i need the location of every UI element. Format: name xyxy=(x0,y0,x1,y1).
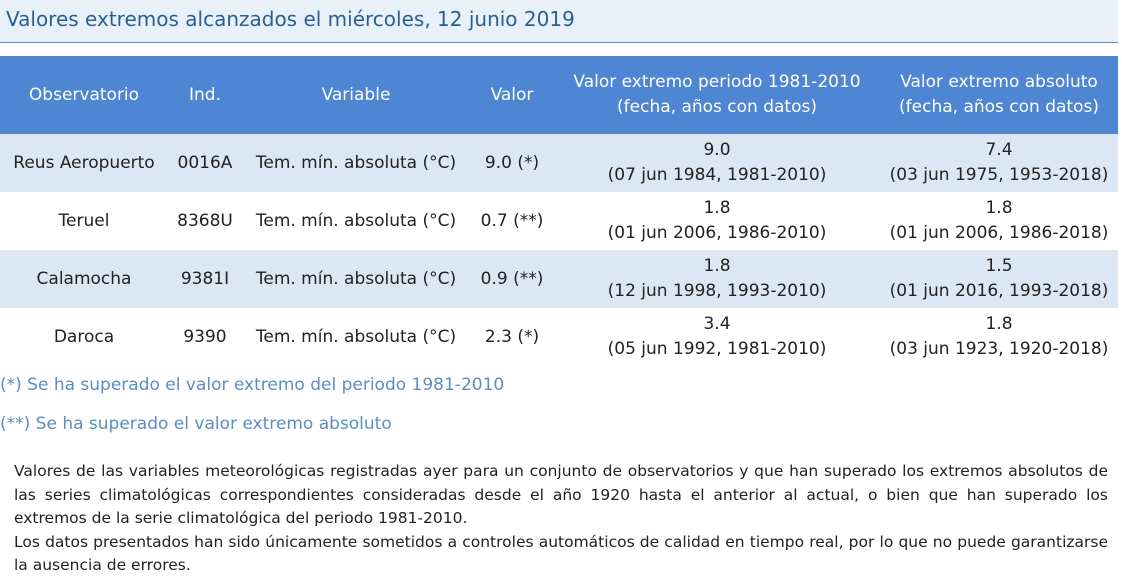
cell-variable: Tem. mín. absoluta (°C) xyxy=(242,134,470,192)
description-paragraph: Valores de las variables meteorológicas registradas ayer para un conjunto de observatorios y que han superado los extremos absolutos de las series climatológicas correspondientes consideradas desde el año 1920 hasta el anterior al actual, o bien que han superado los extremos de la serie climatológica del periodo 1981-2010. xyxy=(14,462,1108,527)
cell-variable: Tem. mín. absoluta (°C) xyxy=(242,308,470,366)
header-observatorio: Observatorio xyxy=(0,56,168,134)
description-block xyxy=(14,460,1108,578)
header-periodo-title: Valor extremo periodo 1981-2010 xyxy=(573,72,861,92)
cell-variable: Tem. mín. absoluta (°C) xyxy=(242,192,470,250)
periodo-value: 1.8 xyxy=(703,198,731,218)
header-valor: Valor xyxy=(470,56,554,134)
description-paragraph: Los datos presentados han sido únicamente sometidos a controles automáticos de calidad en tiempo real, por lo que no puede garantizarse la ausencia de errores. xyxy=(14,532,1108,574)
footnote-single-asterisk: (*) Se ha superado el valor extremo del periodo 1981-2010 xyxy=(0,375,505,395)
periodo-value: 3.4 xyxy=(703,314,731,334)
absoluto-detail: (03 jun 1923, 1920-2018) xyxy=(889,339,1109,359)
absoluto-detail: (03 jun 1975, 1953-2018) xyxy=(889,165,1109,185)
absoluto-detail: (01 jun 2006, 1986-2018) xyxy=(889,223,1109,243)
cell-absoluto xyxy=(880,250,1118,308)
table-row xyxy=(0,308,1118,366)
cell-observatorio: Daroca xyxy=(0,308,168,366)
table-row xyxy=(0,134,1118,192)
cell-valor: 0.9 (**) xyxy=(470,250,554,308)
cell-ind: 8368U xyxy=(168,192,242,250)
header-periodo xyxy=(554,56,880,134)
periodo-detail: (07 jun 1984, 1981-2010) xyxy=(607,165,827,185)
cell-observatorio: Calamocha xyxy=(0,250,168,308)
cell-valor: 9.0 (*) xyxy=(470,134,554,192)
footnote-double-asterisk: (**) Se ha superado el valor extremo absoluto xyxy=(0,414,392,434)
header-absoluto-subtitle: (fecha, años con datos) xyxy=(899,97,1099,117)
cell-valor: 0.7 (**) xyxy=(470,192,554,250)
cell-absoluto xyxy=(880,192,1118,250)
absoluto-value: 1.8 xyxy=(985,198,1013,218)
periodo-value: 9.0 xyxy=(703,140,731,160)
absoluto-value: 1.5 xyxy=(985,256,1013,276)
absoluto-value: 1.8 xyxy=(985,314,1013,334)
cell-periodo xyxy=(554,250,880,308)
table-header-row xyxy=(0,56,1118,134)
cell-periodo xyxy=(554,308,880,366)
periodo-detail: (12 jun 1998, 1993-2010) xyxy=(607,281,827,301)
table-row xyxy=(0,250,1118,308)
title-bar xyxy=(0,0,1118,43)
cell-ind: 0016A xyxy=(168,134,242,192)
header-ind: Ind. xyxy=(168,56,242,134)
header-variable: Variable xyxy=(242,56,470,134)
absoluto-detail: (01 jun 2016, 1993-2018) xyxy=(889,281,1109,301)
header-absoluto-title: Valor extremo absoluto xyxy=(900,72,1098,92)
header-periodo-subtitle: (fecha, años con datos) xyxy=(617,97,817,117)
page-title: Valores extremos alcanzados el miércoles, 12 junio 2019 xyxy=(6,7,575,31)
cell-periodo xyxy=(554,192,880,250)
cell-ind: 9390 xyxy=(168,308,242,366)
table-row xyxy=(0,192,1118,250)
extremes-table xyxy=(0,56,1118,366)
cell-variable: Tem. mín. absoluta (°C) xyxy=(242,250,470,308)
cell-absoluto xyxy=(880,308,1118,366)
periodo-value: 1.8 xyxy=(703,256,731,276)
header-absoluto xyxy=(880,56,1118,134)
cell-valor: 2.3 (*) xyxy=(470,308,554,366)
cell-absoluto xyxy=(880,134,1118,192)
absoluto-value: 7.4 xyxy=(985,140,1013,160)
cell-observatorio: Reus Aeropuerto xyxy=(0,134,168,192)
cell-ind: 9381I xyxy=(168,250,242,308)
periodo-detail: (05 jun 1992, 1981-2010) xyxy=(607,339,827,359)
cell-periodo xyxy=(554,134,880,192)
cell-observatorio: Teruel xyxy=(0,192,168,250)
periodo-detail: (01 jun 2006, 1986-2010) xyxy=(607,223,827,243)
